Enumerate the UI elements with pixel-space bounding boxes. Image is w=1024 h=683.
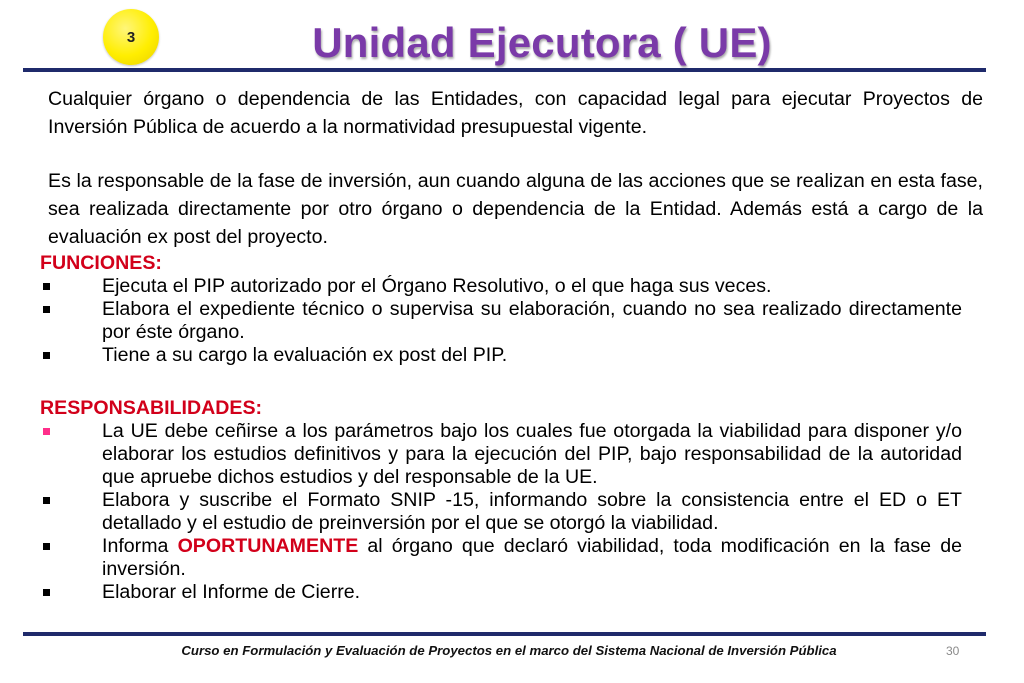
slide-title: Unidad Ejecutora ( UE): [312, 19, 772, 66]
highlight-text: OPORTUNAMENTE: [177, 535, 359, 557]
list-item-text-part: al órgano que declaró viabilidad, toda modificación en la fase de inversión.: [102, 535, 962, 580]
top-divider: [23, 68, 986, 72]
list-item-text-part: Informa: [102, 535, 178, 557]
responsabilidades-heading: RESPONSABILIDADES:: [40, 397, 263, 419]
square-bullet-icon: [43, 283, 50, 290]
list-item: [40, 535, 962, 581]
square-bullet-icon: [43, 589, 50, 596]
square-bullet-icon: [43, 352, 50, 359]
list-item-text: Elaborar el Informe de Cierre.: [102, 581, 361, 603]
footer-course-title: Curso en Formulación y Evaluación de Proyectos en el marco del Sistema Nacional de Inversión Pública: [181, 643, 837, 658]
bottom-divider: [23, 632, 986, 636]
square-bullet-icon: [43, 428, 50, 435]
definition-paragraph: Cualquier órgano o dependencia de las Entidades, con capacidad legal para ejecutar Proyectos de Inversión Pública de acuerdo a la normatividad presupuestal vigente.: [48, 88, 983, 138]
list-item-text: Elabora y suscribe el Formato SNIP -15, informando sobre la consistencia entre el ED o ET detallado y el estudio de preinversión por el que se otorgó la viabilidad.: [102, 489, 962, 534]
square-bullet-icon: [43, 306, 50, 313]
funciones-heading: FUNCIONES:: [40, 252, 162, 274]
square-bullet-icon: [43, 497, 50, 504]
list-item-text: La UE debe ceñirse a los parámetros bajo los cuales fue otorgada la viabilidad para disponer y/o elaborar los estudios definitivos y para la ejecución del PIP, bajo responsabilidad de la autoridad que apruebe dichos estudios y del responsable de la UE.: [102, 420, 962, 488]
list-item: [40, 420, 962, 489]
list-item: [40, 489, 962, 535]
responsabilidades-list: [40, 420, 962, 604]
list-item: [40, 298, 962, 344]
list-item: [40, 344, 962, 367]
page-number: 30: [946, 644, 960, 658]
list-item-text: Tiene a su cargo la evaluación ex post del PIP.: [102, 344, 508, 366]
list-item-text: Ejecuta el PIP autorizado por el Órgano Resolutivo, o el que haga sus veces.: [102, 275, 772, 297]
list-item: [40, 581, 962, 604]
list-item: [40, 275, 962, 298]
square-bullet-icon: [43, 543, 50, 550]
responsibility-paragraph: Es la responsable de la fase de inversión, aun cuando alguna de las acciones que se realizan en esta fase, sea realizada directamente por otro órgano o dependencia de la Entidad. Además está a cargo de la evaluación ex post del proyecto.: [48, 170, 983, 248]
slide-number-badge: 3: [103, 9, 159, 65]
funciones-list: [40, 275, 962, 367]
list-item-text: [102, 535, 962, 580]
list-item-text: Elabora el expediente técnico o supervisa su elaboración, cuando no sea realizado directamente por éste órgano.: [102, 298, 962, 343]
